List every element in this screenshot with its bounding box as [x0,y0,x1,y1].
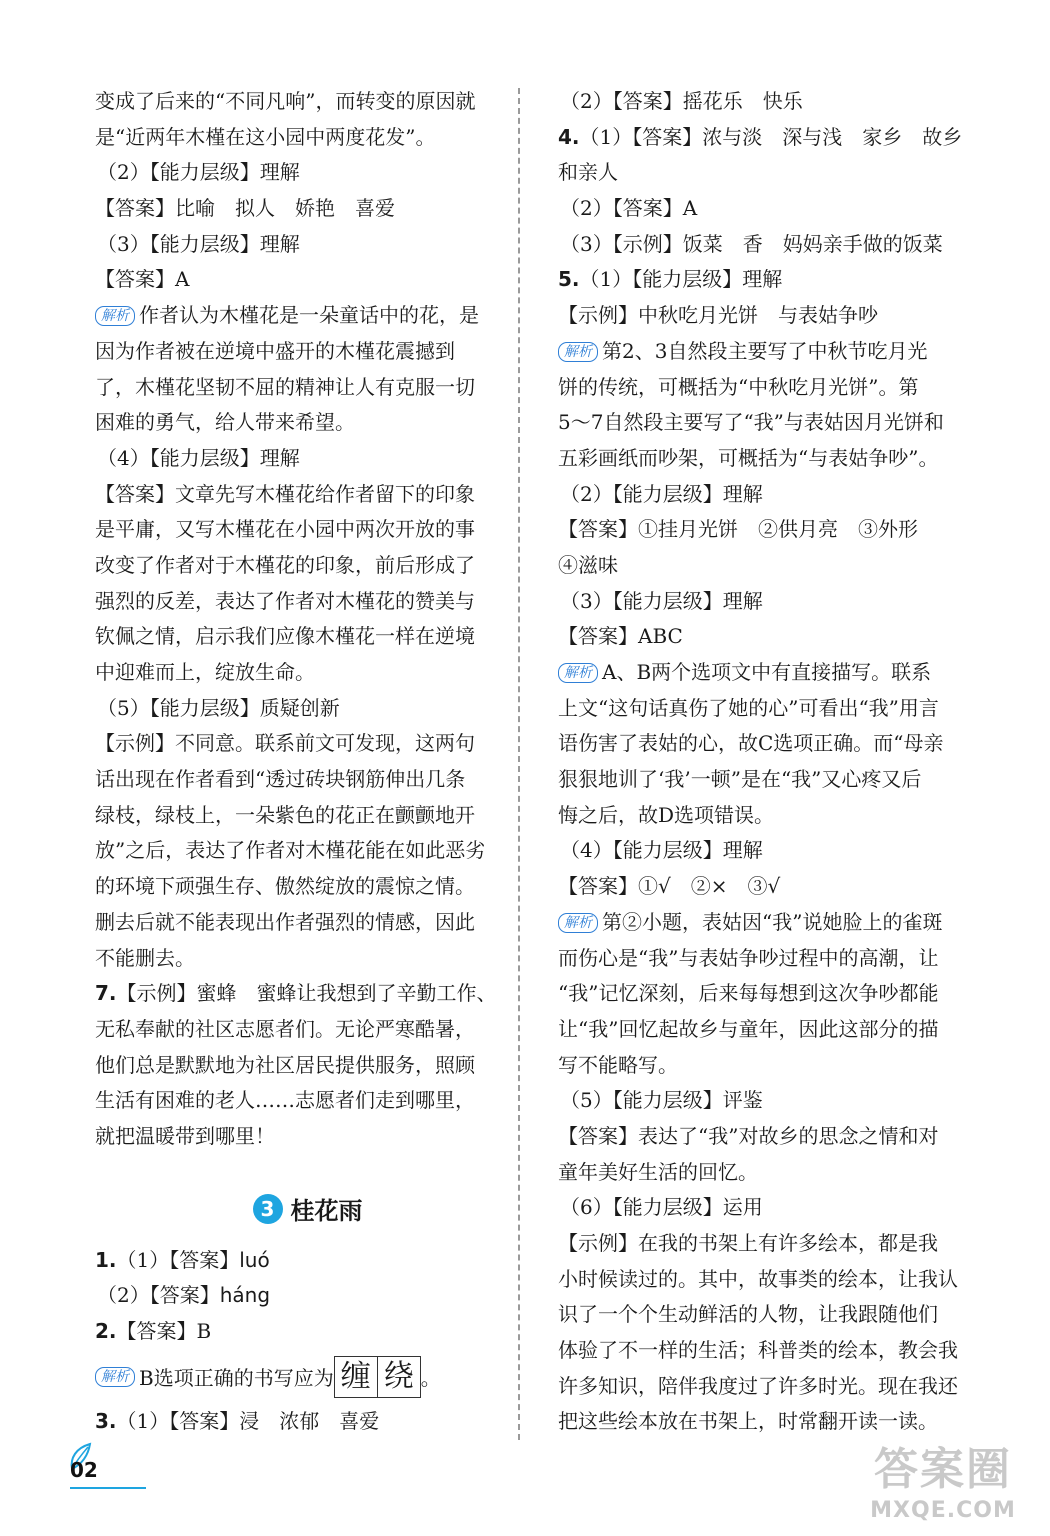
text-line [95,1119,520,1155]
text-line [558,1119,970,1155]
text-line [558,762,970,798]
line-text: （2）【答案】A [560,196,698,221]
line-text: 不能删去。 [95,945,195,970]
line-text: 困难的勇气，给人带来希望。 [95,410,355,435]
writing-char-box: 缠 [334,1356,378,1398]
analysis-badge: 解析 [95,1367,135,1387]
analysis-text-end: 。 [420,1366,441,1391]
text-line [558,1012,970,1048]
text-line [95,1314,520,1350]
text-line [558,941,970,977]
text-line [95,477,520,513]
line-text: 五彩画纸而吵架，可概括为“与表姑争吵”。 [558,445,939,470]
question-number: 3. [95,1408,117,1433]
text-line [558,976,970,1012]
line-text: 绿枝，绿枝上，一朵紫色的花正在颤颤地开 [95,802,475,827]
line-text: 【答案】A [95,267,190,292]
section-title-text: 桂花雨 [290,1197,363,1226]
line-text: “我”记忆深刻，后来每每想到这次争吵都能 [558,981,939,1006]
line-text: 【答案】比喻 拟人 娇艳 喜爱 [95,196,395,221]
line-text: 变成了后来的“不同凡响”，而转变的原因就 [95,89,476,113]
text-line [95,120,520,156]
line-text: （2）【能力层级】理解 [97,160,300,185]
section-number: 3 [253,1194,283,1224]
text-line [558,191,970,227]
text-line [95,833,520,869]
text-line [558,691,970,727]
text-line [95,1012,520,1048]
text-line [558,441,970,477]
analysis-text: B选项正确的书写应为 [139,1366,334,1391]
line-text: 是平庸，又写木槿花在小园中两次开放的事 [95,517,475,542]
line-text: （3）【能力层级】理解 [97,231,300,256]
text-line [558,584,970,620]
text-line [95,726,520,762]
section-heading [95,1179,520,1239]
text-line [95,84,520,120]
text-line [95,762,520,798]
line-text: 【示例】中秋吃月光饼 与表姑争吵 [558,303,878,328]
line-text: 【答案】B [116,1319,212,1343]
question-number: 2. [95,1319,117,1343]
text-line [558,1190,970,1226]
line-text: 删去后就不能表现出作者强烈的情感，因此 [95,909,475,934]
question-number: 1. [95,1247,117,1272]
line-text: （5）【能力层级】评鉴 [560,1088,763,1113]
text-line [558,477,970,513]
text-line [558,869,970,905]
line-text: 放”之后，表达了作者对木槿花能在如此恶劣 [95,838,486,863]
text-line [95,1278,520,1314]
text-line [558,1297,970,1333]
line-text: （5）【能力层级】质疑创新 [97,695,340,720]
text-line [558,1048,970,1084]
line-text: 钦佩之情，启示我们应像木槿花一样在逆境 [95,624,475,649]
line-text: 改变了作者对于木槿花的印象，前后形成了 [95,552,475,577]
text-line [558,548,970,584]
line-text: 的环境下顽强生存、傲然绽放的震惊之情。 [95,874,475,899]
text-line [558,833,970,869]
text-line [95,227,520,263]
line-text: ④滋味 [558,552,618,577]
line-text: 了，木槿花坚韧不屈的精神让人有克服一切 [95,374,475,399]
line-text: 识了一个个生动鲜活的人物，让我跟随他们 [558,1302,938,1327]
writing-char-box: 绕 [378,1356,421,1398]
line-text: 无私奉献的社区志愿者们。无论严寒酷暑， [95,1016,475,1041]
line-text: 【答案】①挂月光饼 ②供月亮 ③外形 [558,517,918,542]
text-line [558,619,970,655]
line-text: 第2、3自然段主要写了中秋节吃月光 [602,338,928,363]
watermark [858,1442,1028,1528]
line-text: 上文“这句话真伤了她的心”可看出“我”用言 [558,695,939,720]
line-text: 就把温暖带到哪里！ [95,1123,275,1148]
analysis-badge: 解析 [558,342,598,362]
text-line [558,370,970,406]
line-text: 【答案】文章先写木槿花给作者留下的印象 [95,481,475,506]
page-number-rule [70,1487,146,1489]
line-text: 作者认为木槿花是一朵童话中的花，是 [139,303,479,328]
text-line [95,548,520,584]
text-line [95,584,520,620]
line-text: 把这些绘本放在书架上，时常翻开读一读。 [558,1409,938,1434]
text-line [95,619,520,655]
pinyin-answer: háng [219,1283,271,1308]
line-text: （1）【答案】 [116,1247,240,1272]
watermark-site-text: MXQE.COM [870,1498,1016,1523]
question-number: 7. [95,981,117,1006]
line-text: 和亲人 [558,160,618,185]
text-line [558,84,970,120]
watermark-logo-text: 答案圈 [874,1444,1012,1495]
line-text: 体验了不一样的生活；科普类的绘本，教会我 [558,1338,958,1363]
line-text: （4）【能力层级】理解 [560,838,763,863]
text-line [95,976,520,1012]
right-column [558,84,970,1440]
text-line [95,370,520,406]
line-text: （2）【答案】摇花乐 快乐 [560,89,803,113]
line-text: （3）【能力层级】理解 [560,588,763,613]
text-line [95,941,520,977]
line-text: 童年美好生活的回忆。 [558,1159,758,1184]
text-line [558,1333,970,1369]
line-text: （1）【能力层级】理解 [579,267,783,292]
line-text: 让“我”回忆起故乡与童年，因此这部分的描 [558,1016,939,1041]
line-text: A、B两个选项文中有直接描写。联系 [602,660,932,684]
text-line [558,1369,970,1405]
text-line [558,155,970,191]
text-line [95,691,520,727]
line-text: 写不能略写。 [558,1052,678,1077]
text-line [558,726,970,762]
text-line [95,405,520,441]
pinyin-answer: luó [239,1247,270,1272]
left-column [95,84,520,1439]
line-text: 是“近两年木槿在这小园中两度花发”。 [95,124,436,149]
analysis-badge: 解析 [558,913,598,933]
text-line [95,905,520,941]
line-text: （2）【答案】 [97,1283,220,1308]
line-text: 小时候读过的。其中，故事类的绘本，让我认 [558,1266,958,1291]
text-line [95,298,520,334]
text-line [558,334,970,370]
column-divider [518,88,520,1440]
analysis-badge: 解析 [558,663,598,683]
line-text: 语伤害了表姑的心，故C选项正确。而“母亲 [558,731,944,756]
analysis-writing-row [95,1350,520,1404]
line-text: 5～7自然段主要写了“我”与表姑因月光饼和 [558,410,944,435]
text-line [558,298,970,334]
text-line [95,1048,520,1084]
text-line [558,1262,970,1298]
text-line [95,655,520,691]
line-text: 强烈的反差，表达了作者对木槿花的赞美与 [95,588,475,613]
text-line [95,155,520,191]
line-text: 【示例】在我的书架上有许多绘本，都是我 [558,1231,938,1255]
line-text: 【示例】不同意。联系前文可发现，这两句 [95,731,475,756]
text-line [558,262,970,298]
line-text: （6）【能力层级】运用 [560,1195,763,1220]
text-line [95,262,520,298]
line-text: 中迎难而上，绽放生命。 [95,660,315,684]
line-text: （4）【能力层级】理解 [97,445,300,470]
text-line [95,334,520,370]
text-line [558,1404,970,1440]
line-text: 狠狠地训了‘我’一顿”是在“我”又心疼又后 [558,767,922,792]
analysis-badge: 解析 [95,306,135,326]
line-text: 生活有困难的老人……志愿者们走到哪里， [95,1088,475,1113]
text-line [558,227,970,263]
question-number: 4. [558,124,580,149]
text-line [558,905,970,941]
line-text: 【答案】ABC [558,624,683,649]
text-line [95,1404,520,1440]
text-line [558,512,970,548]
text-line [558,655,970,691]
line-text: 第②小题，表姑因“我”说她脸上的雀斑 [602,909,943,934]
text-line [558,798,970,834]
line-text: 【示例】蜜蜂 蜜蜂让我想到了辛勤工作、 [116,981,497,1006]
text-line [95,441,520,477]
line-text: 【答案】表达了“我”对故乡的思念之情和对 [558,1123,939,1148]
line-text: （3）【示例】饭菜 香 妈妈亲手做的饭菜 [560,231,943,256]
line-text: 【答案】①√ ②× ③√ [558,874,781,899]
text-line [95,798,520,834]
text-line [95,191,520,227]
text-line [95,869,520,905]
line-text: 而伤心是“我”与表姑争吵过程中的高潮，让 [558,945,939,970]
line-text: 许多知识，陪伴我度过了许多时光。现在我还 [558,1373,958,1398]
line-text: （1）【答案】浸 浓郁 喜爱 [116,1408,380,1433]
text-line [558,405,970,441]
line-text: （1）【答案】浓与淡 深与浅 家乡 故乡 [579,124,963,149]
text-line [558,120,970,156]
page-number: 02 [70,1458,98,1482]
line-text: 因为作者被在逆境中盛开的木槿花震撼到 [95,338,455,363]
line-text: 话出现在作者看到“透过砖块钢筋伸出几条 [95,767,466,792]
line-text: 悔之后，故D选项错误。 [558,802,775,827]
line-text: 饼的传统，可概括为“中秋吃月光饼”。第 [558,374,919,399]
question-number: 5. [558,267,580,292]
text-line [95,1243,520,1279]
text-line [558,1226,970,1262]
text-line [558,1083,970,1119]
text-line [95,512,520,548]
line-text: （2）【能力层级】理解 [560,481,763,506]
text-line [558,1155,970,1191]
line-text: 他们总是默默地为社区居民提供服务，照顾 [95,1052,475,1077]
text-line [95,1083,520,1119]
